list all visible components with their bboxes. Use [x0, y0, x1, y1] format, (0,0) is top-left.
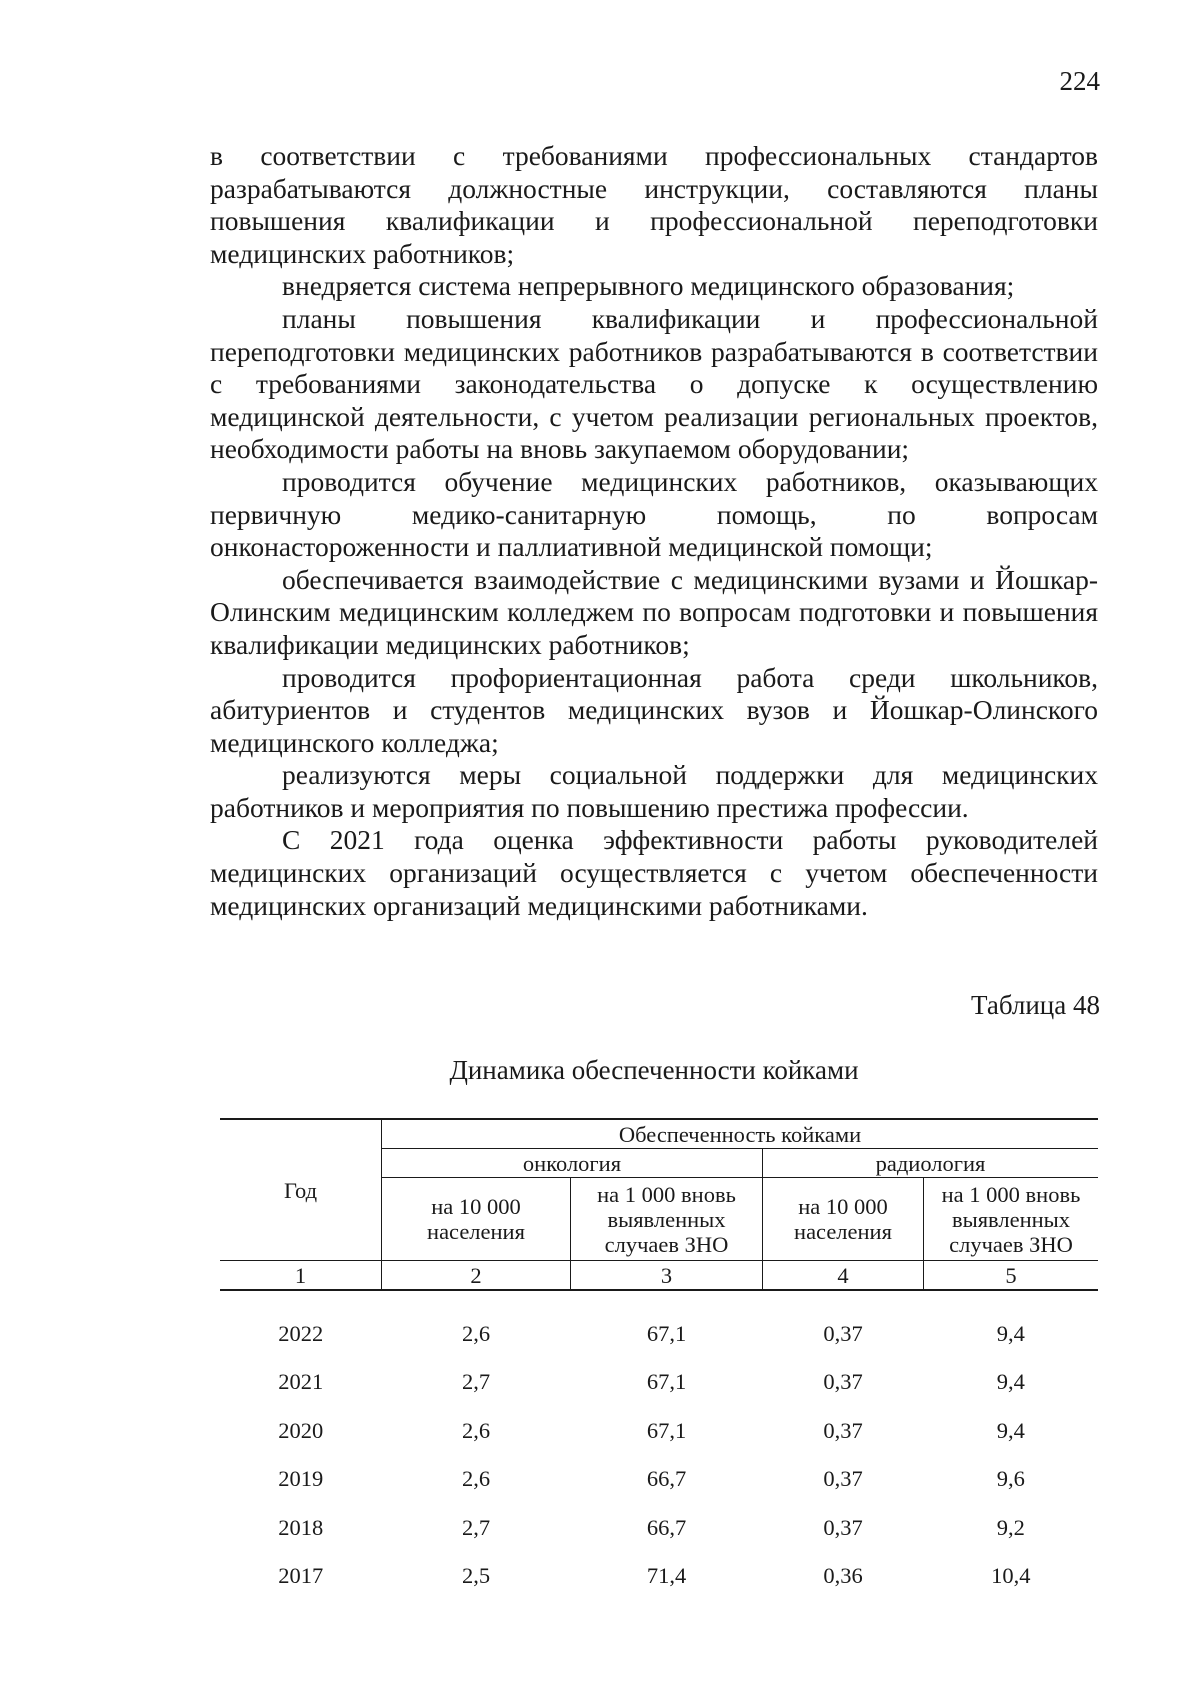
- column-number: 1: [220, 1261, 382, 1291]
- column-number: 5: [924, 1261, 1099, 1291]
- header-radiology: радиология: [763, 1149, 1099, 1178]
- column-number: 2: [382, 1261, 571, 1291]
- cell-onc-per-1000-zno: 67,1: [646, 1320, 687, 1346]
- table-number: Таблица 48: [971, 990, 1100, 1020]
- table-row: [220, 1455, 1098, 1504]
- cell-rad-per-10000: 0,36: [823, 1563, 863, 1589]
- cell-year: 2020: [278, 1417, 324, 1443]
- cell-onc-per-1000-zno: 66,7: [646, 1514, 687, 1540]
- paragraph: планы повышения квалификации и профессиональной переподготовки медицинских работников разрабатываются в соответствии с требованиями законодательства о допуске к осуществлению медицинской деятельности, с учетом реализации региональных проектов, необходимости работы на вновь закупаемом оборудовании;: [210, 302, 1098, 465]
- header-onc-per-10000: на 10 000 населения: [382, 1178, 571, 1261]
- cell-rad-per-10000: 0,37: [823, 1514, 863, 1540]
- table-row: [220, 1290, 1098, 1358]
- column-number: 3: [571, 1261, 763, 1291]
- beds-table: [220, 1118, 1098, 1600]
- cell-rad-per-10000: 0,37: [823, 1369, 863, 1395]
- cell-onc-per-1000-zno: 71,4: [646, 1563, 687, 1589]
- cell-onc-per-10000: 2,5: [461, 1563, 491, 1589]
- header-onc-per-1000-zno: на 1 000 вновь выявленных случаев ЗНО: [571, 1178, 763, 1261]
- cell-year: 2021: [278, 1369, 324, 1395]
- cell-onc-per-1000-zno: 67,1: [646, 1417, 687, 1443]
- cell-onc-per-10000: 2,6: [461, 1417, 491, 1443]
- paragraph: С 2021 года оценка эффективности работы руководителей медицинских организаций осуществляется с учетом обеспеченности медицинских организаций медицинскими работниками.: [210, 824, 1098, 921]
- cell-rad-per-1000-zno: 9,6: [996, 1466, 1025, 1492]
- table-row: [220, 1358, 1098, 1407]
- cell-rad-per-10000: 0,37: [823, 1466, 863, 1492]
- column-number: 4: [763, 1261, 924, 1291]
- cell-rad-per-1000-zno: 9,4: [996, 1320, 1025, 1346]
- table-row: [220, 1552, 1098, 1601]
- paragraph: проводится профориентационная работа среди школьников, абитуриентов и студентов медицинских вузов и Йошкар-Олинского медицинского колледжа;: [210, 661, 1098, 758]
- cell-rad-per-1000-zno: 9,4: [996, 1417, 1025, 1443]
- table-row: [220, 1406, 1098, 1455]
- paragraph: реализуются меры социальной поддержки для медицинских работников и мероприятия по повышению престижа профессии.: [210, 759, 1098, 823]
- header-rad-per-1000-zno: на 1 000 вновь выявленных случаев ЗНО: [941, 1181, 1081, 1257]
- cell-year: 2018: [278, 1514, 324, 1540]
- header-oncology: онкология: [382, 1149, 763, 1178]
- cell-rad-per-10000: 0,37: [823, 1417, 863, 1443]
- cell-onc-per-10000: 2,6: [461, 1466, 491, 1492]
- cell-onc-per-1000-zno: 67,1: [646, 1369, 687, 1395]
- cell-onc-per-10000: 2,7: [461, 1369, 491, 1395]
- page-number: 224: [1059, 66, 1100, 96]
- table-title: Динамика обеспеченности койками: [449, 1055, 859, 1085]
- header-group: Обеспеченность койками: [382, 1119, 1099, 1149]
- cell-rad-per-1000-zno: 9,2: [996, 1514, 1025, 1540]
- cell-year: 2017: [278, 1563, 324, 1589]
- header-year: Год: [220, 1119, 382, 1261]
- cell-year: 2022: [278, 1320, 324, 1346]
- body-text: [210, 140, 1098, 922]
- paragraph: обеспечивается взаимодействие с медицинскими вузами и Йошкар-Олинским медицинским колледжем по вопросам подготовки и повышения квалификации медицинских работников;: [210, 563, 1098, 660]
- cell-onc-per-1000-zno: 66,7: [646, 1466, 687, 1492]
- cell-rad-per-1000-zno: 10,4: [991, 1563, 1031, 1589]
- cell-rad-per-10000: 0,37: [823, 1320, 863, 1346]
- table-row: [220, 1503, 1098, 1552]
- paragraph: проводится обучение медицинских работников, оказывающих первичную медико-санитарную помощь, по вопросам онконастороженности и паллиативной медицинской помощи;: [210, 465, 1098, 563]
- cell-onc-per-10000: 2,6: [461, 1320, 491, 1346]
- cell-year: 2019: [278, 1466, 324, 1492]
- cell-onc-per-10000: 2,7: [461, 1514, 491, 1540]
- cell-rad-per-1000-zno: 9,4: [996, 1369, 1025, 1395]
- paragraph: внедряется система непрерывного медицинского образования;: [282, 270, 1015, 302]
- paragraph: в соответствии с требованиями профессиональных стандартов разрабатываются должностные инструкции, составляются планы повышения квалификации и профессиональной переподготовки медицинских работников;: [210, 140, 1098, 269]
- header-rad-per-10000: на 10 000 населения: [763, 1178, 924, 1261]
